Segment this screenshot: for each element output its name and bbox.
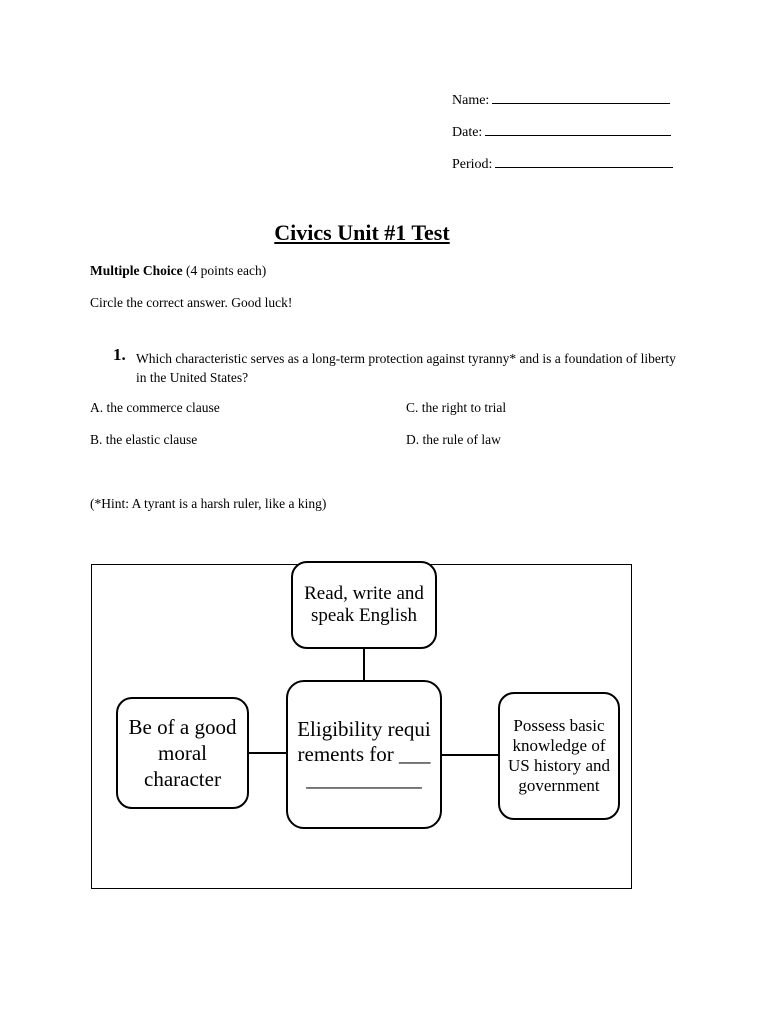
connector-left xyxy=(248,752,288,754)
question-text: Which characteristic serves as a long-term protection against tyranny* and is a foundation of liberty in the United States? xyxy=(136,351,676,385)
hint-text: (*Hint: A tyrant is a harsh ruler, like a king) xyxy=(90,496,327,511)
diagram-node-right xyxy=(498,692,620,820)
period-blank-line xyxy=(495,156,673,168)
option-d[interactable]: D. the rule of law xyxy=(406,432,501,447)
name-field[interactable] xyxy=(452,92,670,109)
option-c[interactable]: C. the right to trial xyxy=(406,400,507,415)
name-label: Name: xyxy=(452,93,490,108)
date-blank-line xyxy=(485,124,671,136)
diagram-node-left-text: Be of a good moral character xyxy=(128,715,237,791)
diagram-node-top xyxy=(291,561,437,649)
diagram-node-center xyxy=(286,680,442,829)
diagram-node-left xyxy=(116,697,249,809)
option-a[interactable]: A. the commerce clause xyxy=(90,400,220,415)
diagram-node-center-text: Eligibility requirements for ______________ xyxy=(297,717,431,791)
diagram-node-top-text: Read, write and speak English xyxy=(304,583,424,626)
date-field[interactable] xyxy=(452,124,671,141)
name-blank-line xyxy=(492,92,670,104)
diagram-node-right-text: Possess basic knowledge of US history and government xyxy=(508,716,610,795)
period-field[interactable] xyxy=(452,156,673,173)
question-number: 1. xyxy=(113,345,126,364)
section-heading xyxy=(90,263,266,279)
date-label: Date: xyxy=(452,125,483,140)
section-points: (4 points each) xyxy=(186,263,267,278)
connector-top xyxy=(363,648,365,682)
page-title: Civics Unit #1 Test xyxy=(274,220,450,245)
connector-right xyxy=(441,754,500,756)
section-heading-label: Multiple Choice xyxy=(90,263,183,278)
instruction-text: Circle the correct answer. Good luck! xyxy=(90,295,293,310)
option-b[interactable]: B. the elastic clause xyxy=(90,432,198,447)
period-label: Period: xyxy=(452,157,493,172)
